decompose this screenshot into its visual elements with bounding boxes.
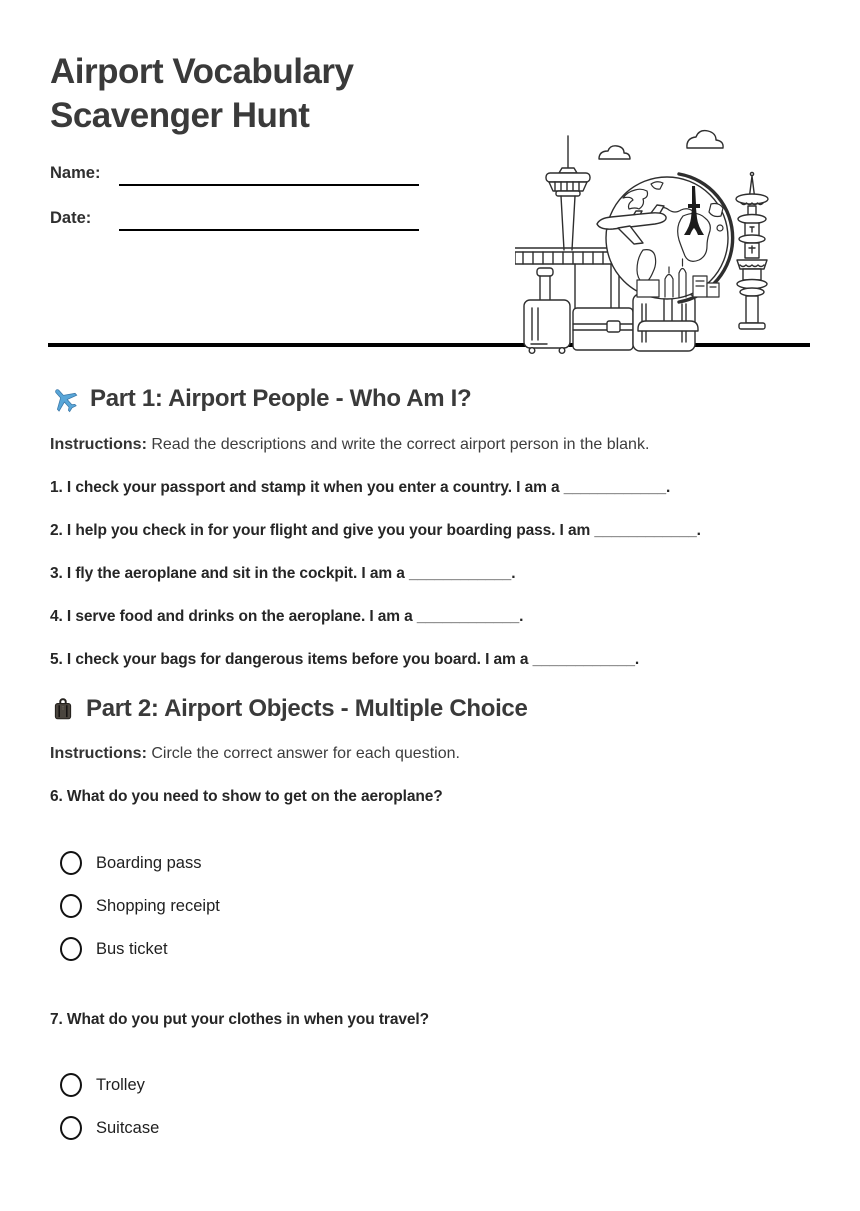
instructions-text: Circle the correct answer for each question. (151, 745, 460, 762)
control-tower-icon (546, 136, 590, 250)
suitcase-left-icon (524, 268, 570, 353)
instructions-text: Read the descriptions and write the correct airport person in the blank. (151, 436, 650, 453)
option-bus-ticket[interactable] (60, 936, 810, 962)
radio-circle-icon[interactable] (60, 851, 82, 875)
date-label: Date: (50, 209, 92, 227)
cloud-small-icon (599, 146, 630, 159)
option-label: Suitcase (96, 1118, 160, 1137)
instructions-label: Instructions: (50, 436, 147, 453)
airplane-icon (50, 384, 80, 414)
part2-section (50, 695, 810, 1141)
pagoda-tower-icon (736, 172, 768, 329)
option-label: Bus ticket (96, 939, 168, 958)
date-input-line[interactable] (119, 209, 419, 231)
option-label: Trolley (96, 1075, 145, 1094)
question-1: 1. I check your passport and stamp it when you enter a country. I am a ____________. (50, 479, 671, 496)
part1-section (50, 384, 810, 669)
option-suitcase[interactable] (60, 1115, 810, 1141)
travel-illustration-svg (515, 118, 813, 356)
option-shopping-receipt[interactable] (60, 893, 810, 919)
cloud-big-icon (687, 131, 723, 148)
part1-heading-text: Part 1: Airport People - Who Am I? (90, 385, 472, 412)
travel-illustration (515, 118, 813, 356)
question-3: 3. I fly the aeroplane and sit in the cockpit. I am a ____________. (50, 565, 516, 582)
radio-circle-icon[interactable] (60, 1073, 82, 1097)
part1-heading (50, 384, 810, 414)
luggage-icon (50, 696, 76, 722)
part2-heading-text: Part 2: Airport Objects - Multiple Choice (86, 695, 528, 722)
question-4: 4. I serve food and drinks on the aeroplane. I am a ____________. (50, 608, 524, 625)
instructions-label: Instructions: (50, 745, 147, 762)
question-5: 5. I check your bags for dangerous items before you board. I am a ____________. (50, 651, 640, 668)
option-trolley[interactable] (60, 1072, 810, 1098)
question-7-options (50, 1072, 810, 1141)
question-2: 2. I help you check in for your flight and give you your boarding pass. I am ____________. (50, 522, 701, 539)
option-boarding-pass[interactable] (60, 850, 810, 876)
question-6-options (50, 850, 810, 962)
page-title-line2: Scavenger Hunt (50, 96, 310, 135)
question-7: 7. What do you put your clothes in when you travel? (50, 1011, 429, 1028)
part1-instructions (50, 436, 810, 454)
name-label: Name: (50, 164, 101, 182)
question-6: 6. What do you need to show to get on the aeroplane? (50, 788, 443, 805)
radio-circle-icon[interactable] (60, 1116, 82, 1140)
name-input-line[interactable] (119, 164, 419, 186)
option-label: Shopping receipt (96, 896, 220, 915)
part2-heading (50, 695, 810, 723)
worksheet-page (0, 50, 860, 1141)
option-label: Boarding pass (96, 853, 202, 872)
page-title-line1: Airport Vocabulary (50, 52, 354, 91)
part2-instructions (50, 745, 810, 763)
radio-circle-icon[interactable] (60, 894, 82, 918)
trunk-suitcase-icon (573, 308, 633, 350)
radio-circle-icon[interactable] (60, 937, 82, 961)
